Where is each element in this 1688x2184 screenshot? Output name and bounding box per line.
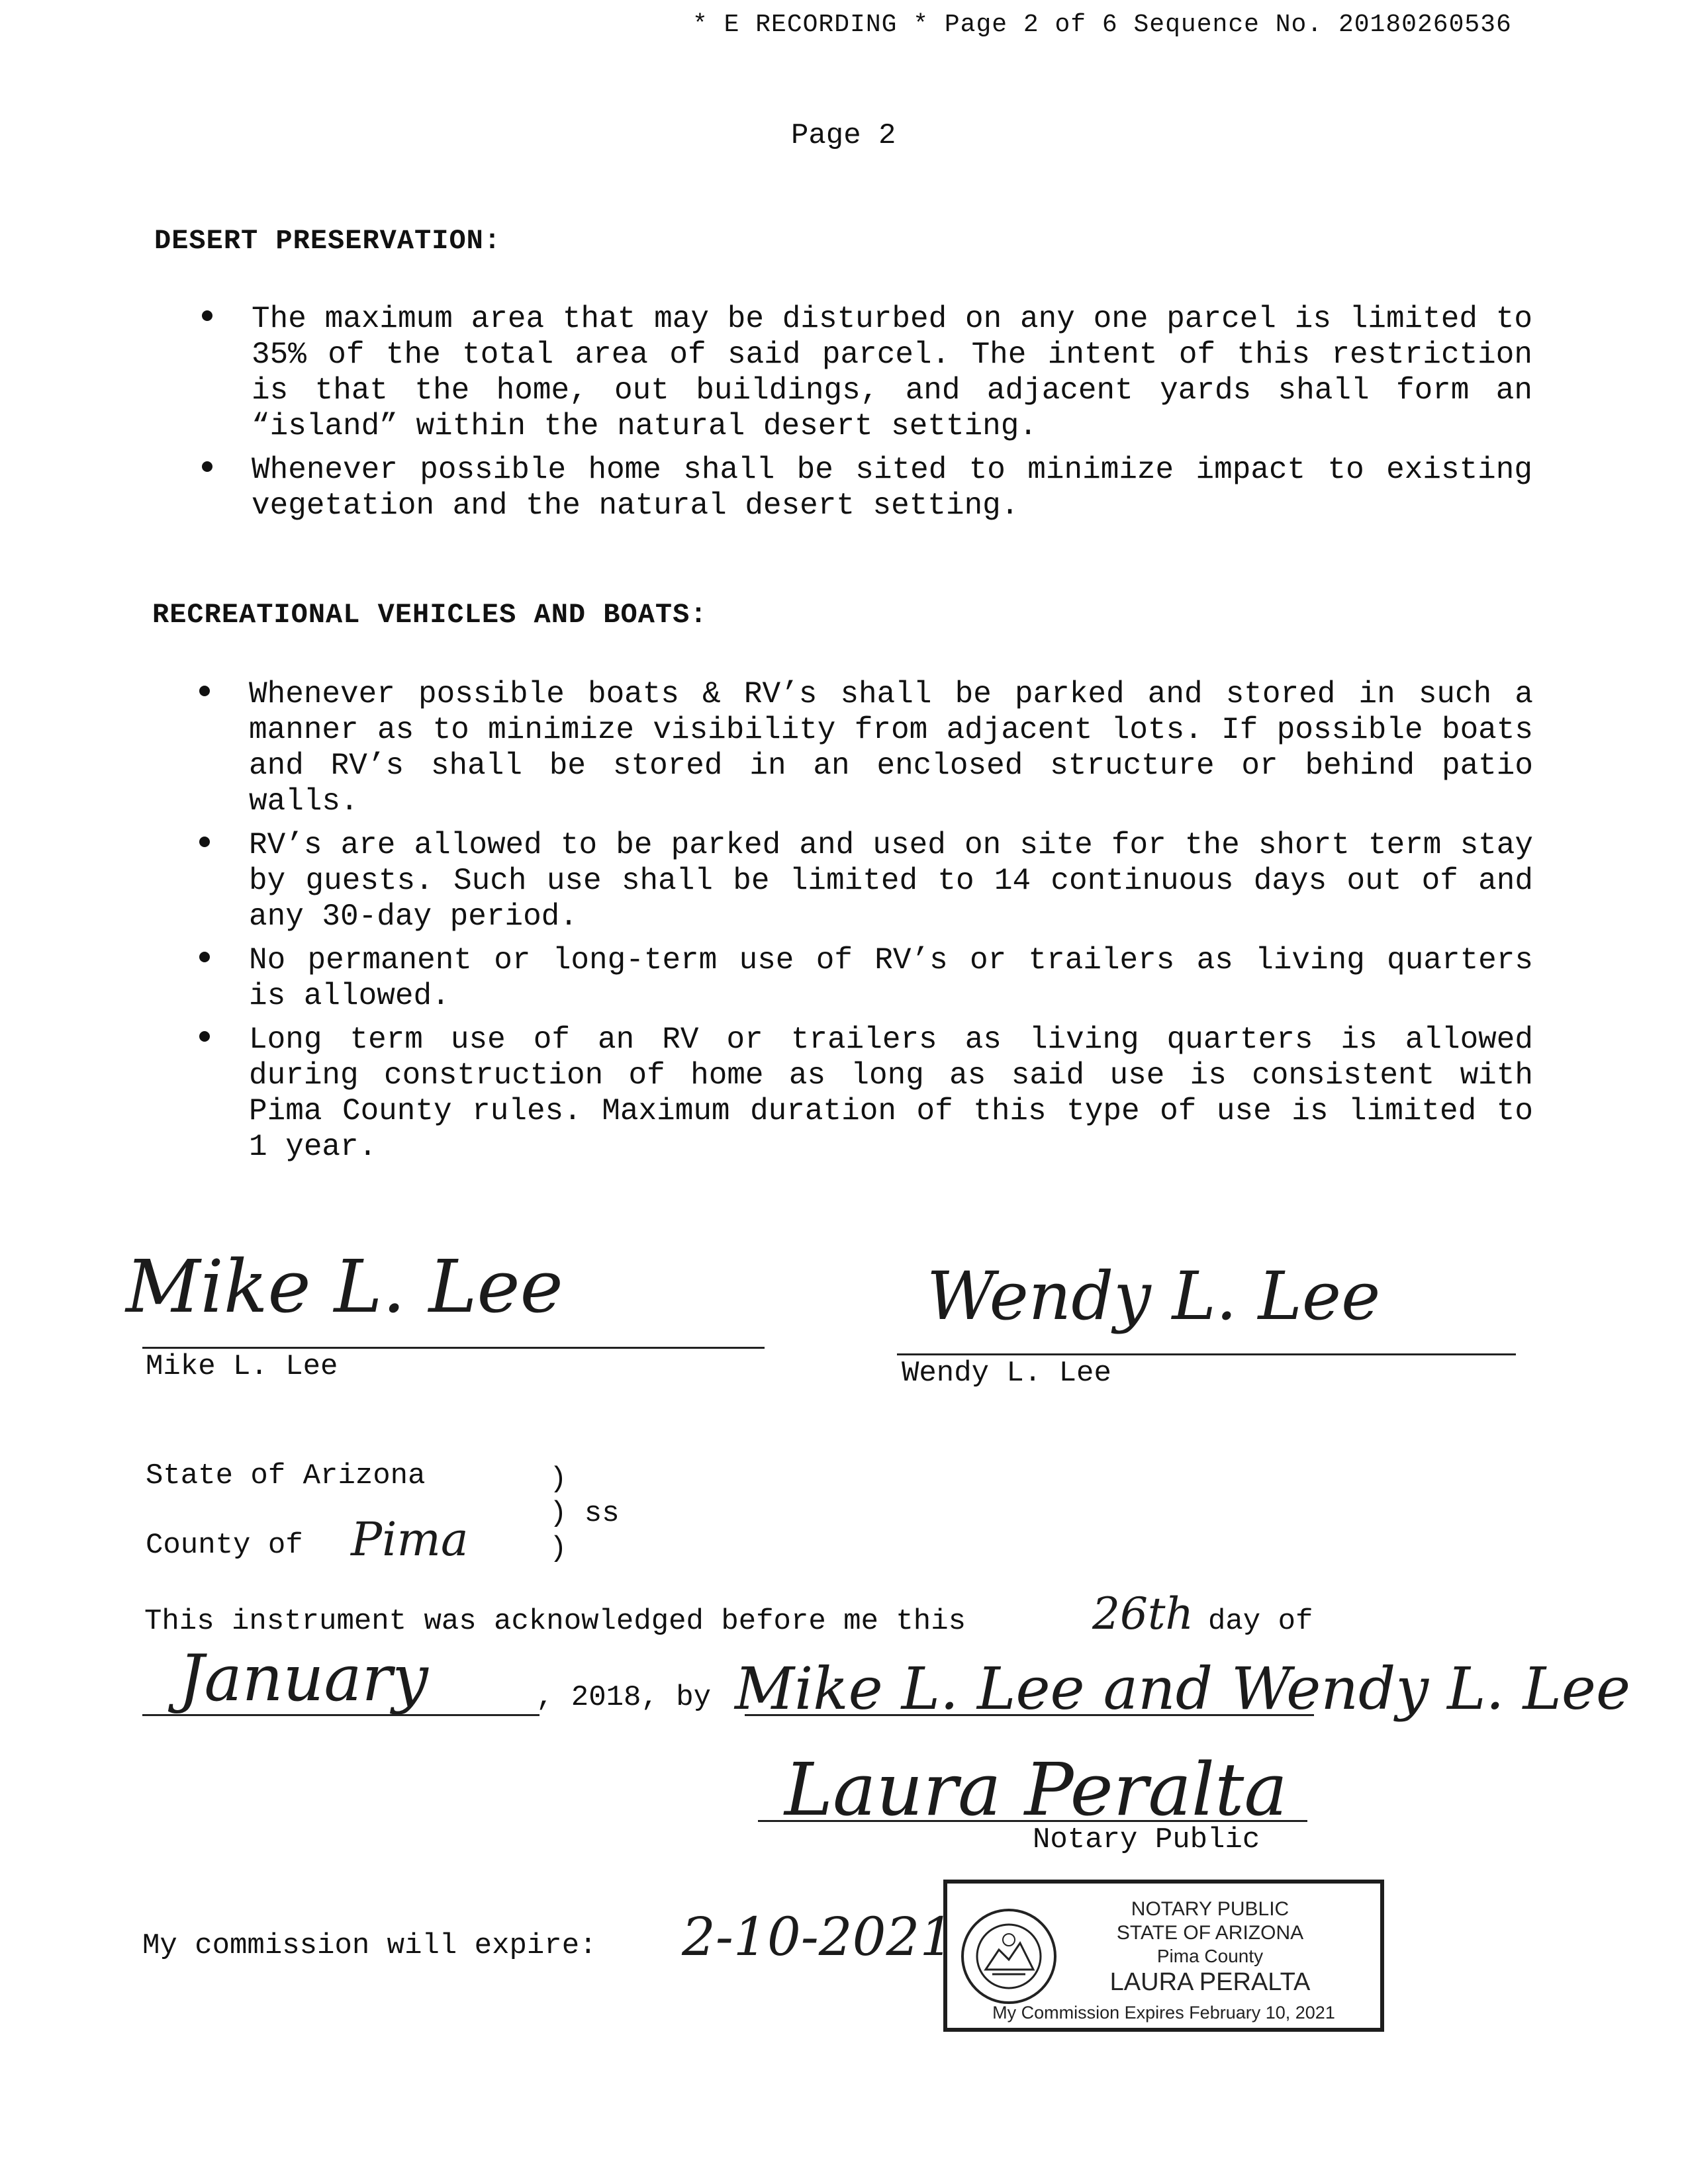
- signer1-signature: Mike L. Lee: [126, 1244, 563, 1329]
- bullet-icon: [199, 952, 210, 962]
- list-item: RV’s are allowed to be parked and used on site for the short term stay by guests. Such use shall be limited to 14 continuous days out of and any 30-day period.: [249, 827, 1533, 934]
- list-item: No permanent or long-term use of RV’s or trailers as living quarters is allowed.: [249, 942, 1533, 1014]
- signer2-signature-line: [897, 1353, 1516, 1355]
- list-item: Whenever possible home shall be sited to minimize impact to existing vegetation and the natural desert setting.: [252, 452, 1532, 523]
- acknowledgment-line1: This instrument was acknowledged before me this: [144, 1605, 966, 1638]
- notary-stamp: [943, 1880, 1384, 2032]
- county-handwritten: Pima: [351, 1512, 469, 1567]
- section-heading-desert-preservation: DESERT PRESERVATION:: [154, 225, 502, 257]
- signer2-signature: Wendy L. Lee: [927, 1257, 1381, 1335]
- venue-paren-3: ): [549, 1532, 567, 1565]
- signer1-signature-line: [142, 1347, 765, 1349]
- acknowledgment-year: , 2018, by: [536, 1681, 712, 1714]
- acknowledgment-month-handwritten: January: [179, 1641, 428, 1715]
- bullet-icon: [202, 461, 212, 472]
- bullet-icon: [199, 686, 210, 696]
- list-item: Whenever possible boats & RV’s shall be parked and stored in such a manner as to minimize visibility from adjacent lots. If possible boats and RV’s shall be stored in an enclosed structure or behind patio walls.: [249, 676, 1533, 819]
- venue-ss: ) ss: [549, 1497, 620, 1530]
- list-item: Long term use of an RV or trailers as living quarters is allowed during construction of home as long as said use is consistent with Pima County rules. Maximum duration of this type of use is limited to 1 year.: [249, 1022, 1533, 1165]
- notary-title: Notary Public: [1033, 1823, 1260, 1856]
- acknowledgment-day-of: day of: [1208, 1605, 1313, 1638]
- acknowledgment-day-handwritten: 26th: [1092, 1588, 1194, 1639]
- signer2-name: Wendy L. Lee: [902, 1357, 1111, 1390]
- month-line: [142, 1714, 539, 1716]
- stamp-county: Pima County: [1156, 1946, 1264, 1966]
- venue-paren-1: ): [549, 1463, 567, 1496]
- commission-date-handwritten: 2-10-2021: [682, 1906, 954, 1968]
- signer1-name: Mike L. Lee: [146, 1350, 338, 1383]
- recording-header: * E RECORDING * Page 2 of 6 Sequence No. 20180260536: [692, 11, 1512, 39]
- desert-preservation-list: [252, 301, 1532, 531]
- commission-label: My commission will expire:: [142, 1929, 597, 1962]
- section-heading-recreational-vehicles: RECREATIONAL VEHICLES AND BOATS:: [152, 599, 708, 631]
- stamp-state: STATE OF ARIZONA: [1116, 1922, 1304, 1944]
- bullet-icon: [199, 1031, 210, 1042]
- recreational-vehicles-list: [249, 676, 1533, 1173]
- bullet-icon: [199, 837, 210, 847]
- bullet-icon: [202, 310, 212, 321]
- page-label: Page 2: [791, 119, 896, 152]
- state-label: State of Arizona: [146, 1459, 426, 1492]
- stamp-notary-name: LAURA PERALTA: [1109, 1968, 1311, 1996]
- acknowledgment-names-handwritten: Mike L. Lee and Wendy L. Lee: [735, 1655, 1631, 1723]
- county-label: County of: [146, 1529, 303, 1562]
- notary-signature: Laura Peralta: [784, 1747, 1288, 1832]
- names-line: [745, 1714, 1314, 1716]
- arizona-seal-icon: [959, 1907, 1058, 2006]
- stamp-commission-expires: My Commission Expires February 10, 2021: [992, 2003, 1335, 2023]
- list-item: The maximum area that may be disturbed on any one parcel is limited to 35% of the total area of said parcel. The intent of this restriction is that the home, out buildings, and adjacent yards shall form an “island” within the natural desert setting.: [252, 301, 1532, 444]
- notary-signature-line: [758, 1820, 1307, 1822]
- stamp-notary-public: NOTARY PUBLIC: [1131, 1898, 1289, 1920]
